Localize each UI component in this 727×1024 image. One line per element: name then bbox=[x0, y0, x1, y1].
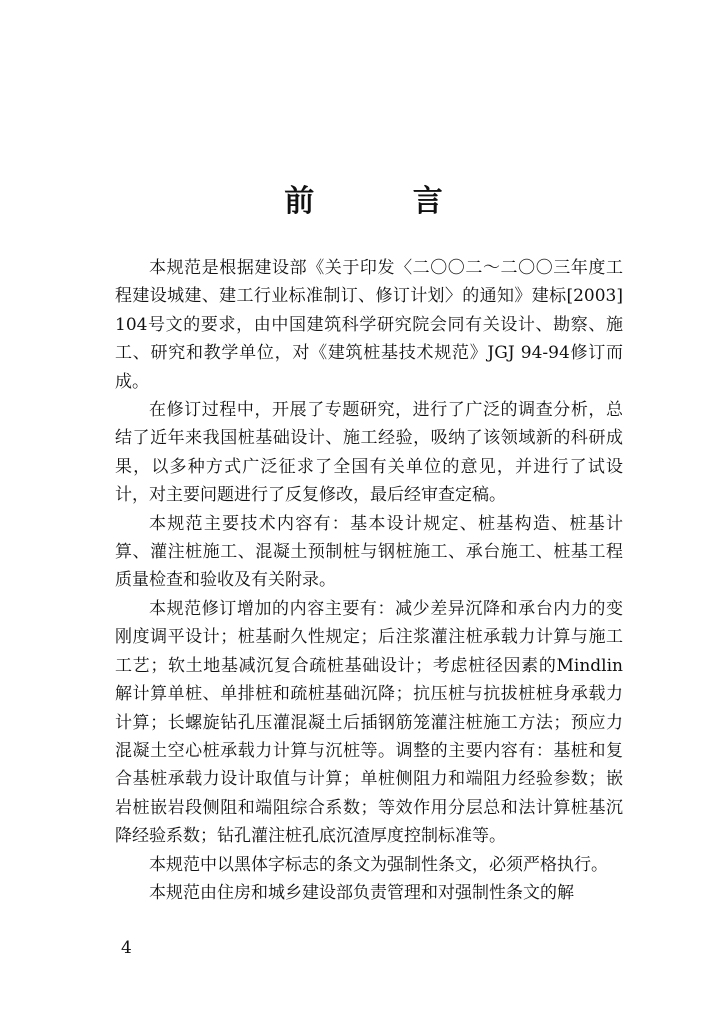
body-text bbox=[115, 254, 623, 907]
paragraph-4: 本规范修订增加的内容主要有：减少差异沉降和承台内力的变刚度调平设计；桩基耐久性规定；后注浆灌注桩承载力计算与施工工艺；软土地基减沉复合疏桩基础设计；考虑桩径因素的Mindlin解计算单桩、单排桩和疏桩基础沉降；抗压桩与抗拔桩桩身承载力计算；长螺旋钻孔压灌混凝土后插钢筋笼灌注桩施工方法；预应力混凝土空心桩承载力计算与沉桩等。调整的主要内容有：基桩和复合基桩承载力设计取值与计算；单桩侧阻力和端阻力经验参数；嵌岩桩嵌岩段侧阻和端阻综合系数；等效作用分层总和法计算桩基沉降经验系数；钻孔灌注桩孔底沉渣厚度控制标准等。 bbox=[115, 598, 623, 847]
paragraph-6: 本规范由住房和城乡建设部负责管理和对强制性条文的解 bbox=[149, 882, 574, 903]
paragraph-5: 本规范中以黑体字标志的条文为强制性条文，必须严格执行。 bbox=[149, 854, 608, 875]
paragraph-3: 本规范主要技术内容有：基本设计规定、桩基构造、桩基计算、灌注桩施工、混凝土预制桩与钢桩施工、承台施工、桩基工程质量检查和验收及有关附录。 bbox=[115, 513, 623, 591]
page-title: 前 言 bbox=[284, 184, 487, 219]
paragraph-2: 在修订过程中，开展了专题研究，进行了广泛的调查分析，总结了近年来我国桩基础设计、施工经验，吸纳了该领域新的科研成果，以多种方式广泛征求了全国有关单位的意见，并进行了试设计，对主要问题进行了反复修改，最后经审查定稿。 bbox=[115, 400, 623, 506]
page-number: 4 bbox=[121, 938, 132, 958]
paragraph-1: 本规范是根据建设部《关于印发〈二〇〇二～二〇〇三年度工程建设城建、建工行业标准制订、修订计划〉的通知》建标[2003]104号文的要求，由中国建筑科学研究院会同有关设计、勘察、施工、研究和教学单位，对《建筑桩基技术规范》JGJ 94-94修订而成。 bbox=[115, 258, 623, 392]
